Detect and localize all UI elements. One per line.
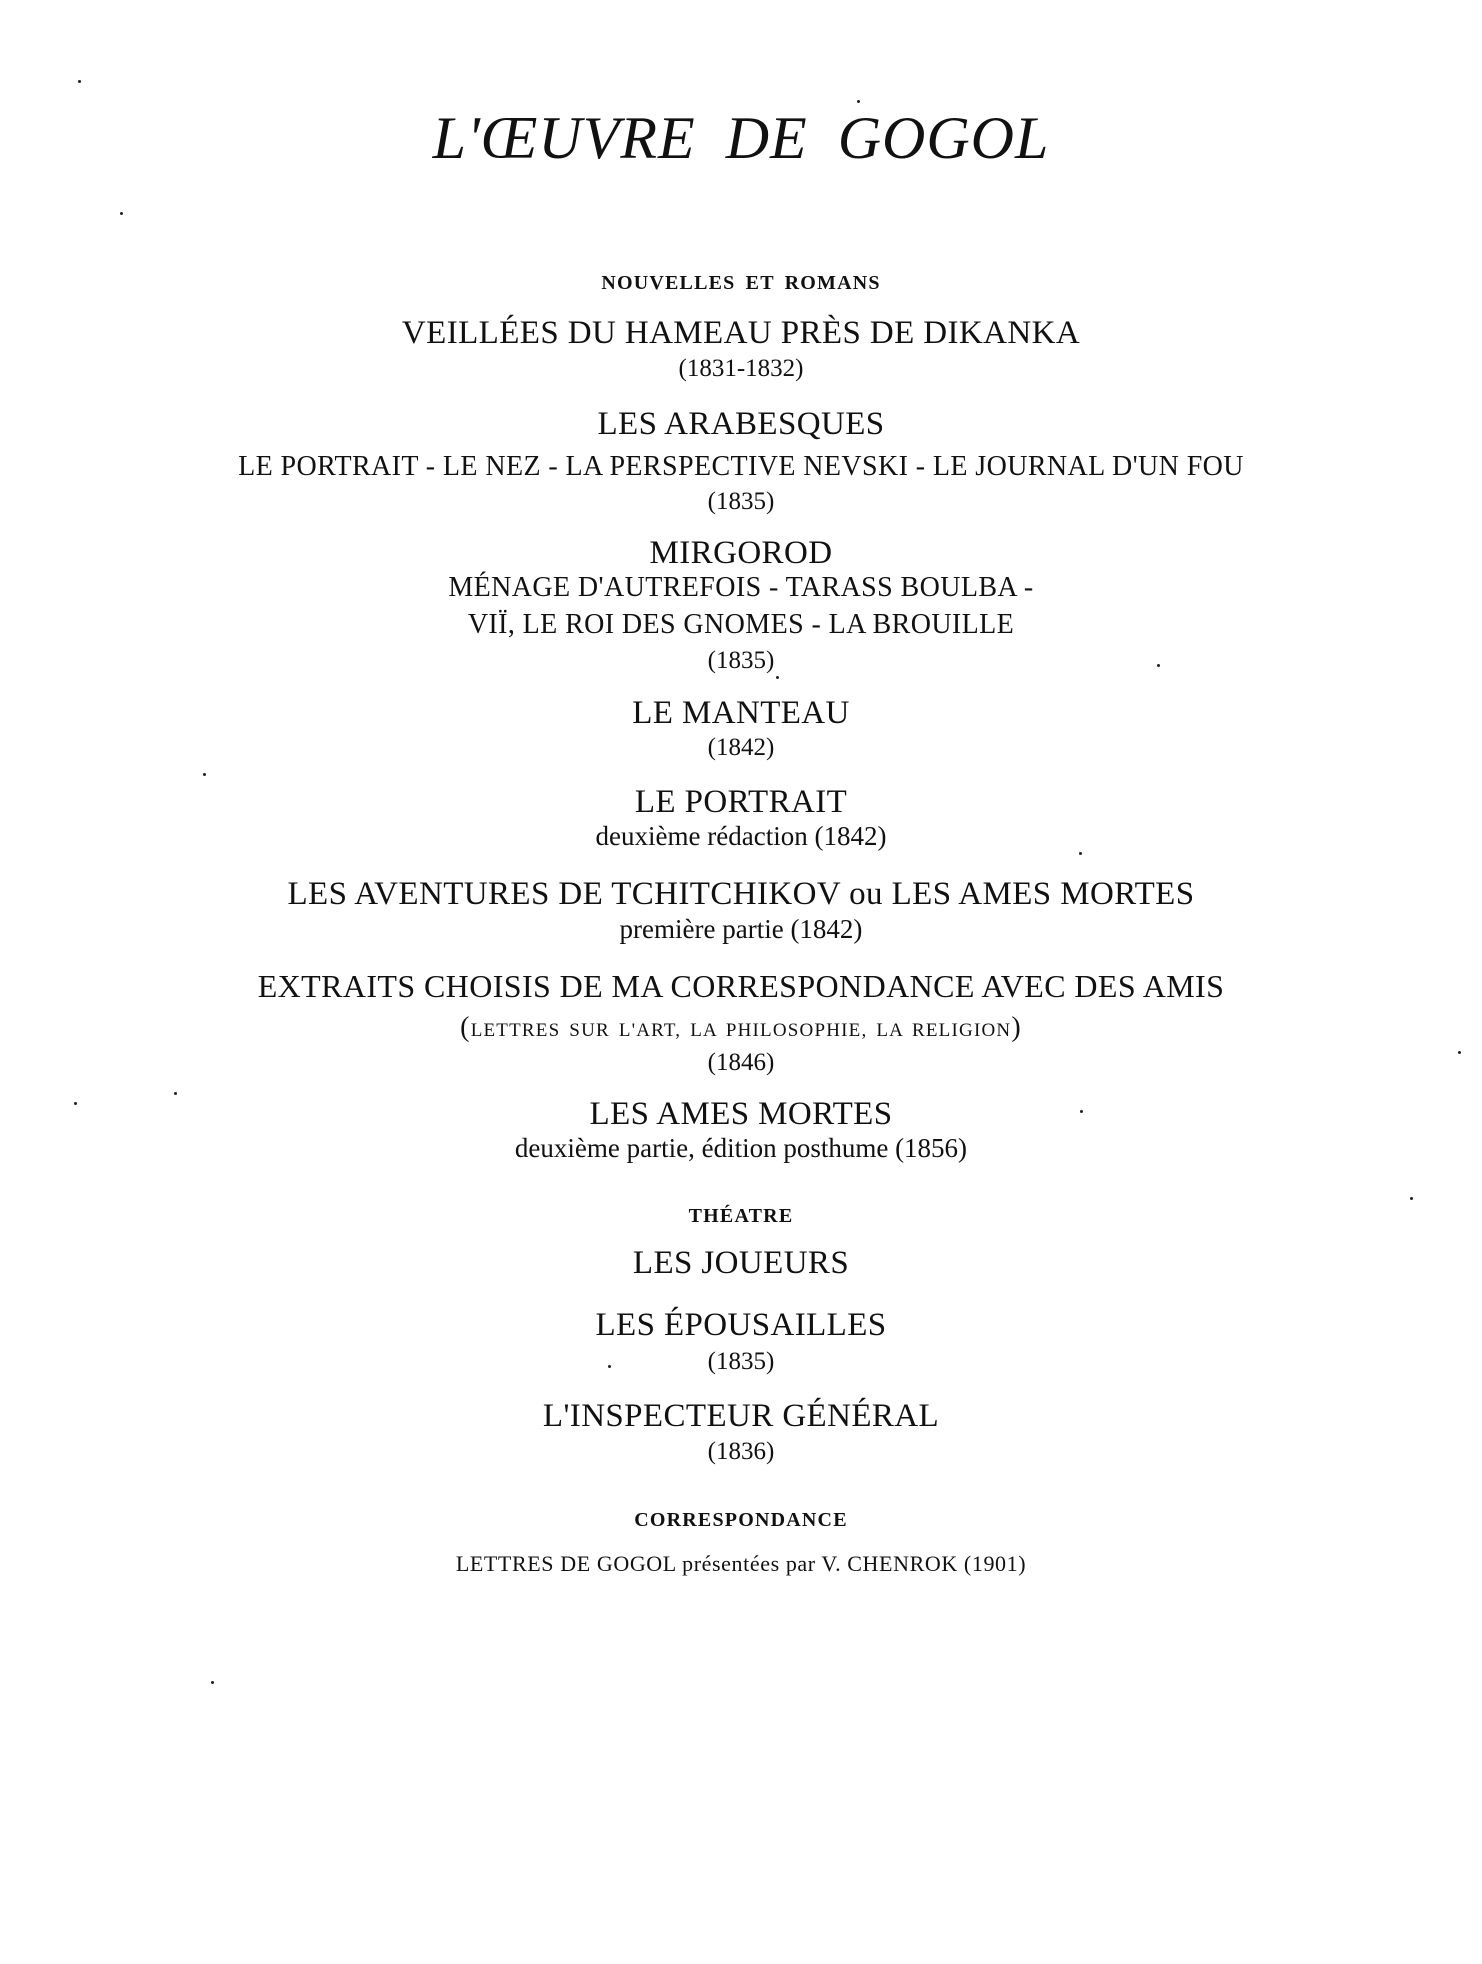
section-heading-correspondance: CORRESPONDANCE xyxy=(634,1509,848,1531)
work-note-ames-mortes: deuxième partie, édition posthume (1856) xyxy=(514,1133,968,1163)
scan-speck xyxy=(174,1092,177,1095)
work-date-mirgorod: (1835) xyxy=(707,647,775,674)
scan-speck xyxy=(1458,1051,1461,1054)
paren-close: ) xyxy=(1011,1012,1022,1043)
scan-speck xyxy=(608,1365,611,1368)
scan-speck xyxy=(857,100,860,103)
paren-open: ( xyxy=(460,1012,471,1043)
work-note-aventures: première partie (1842) xyxy=(619,914,863,944)
work-subtitle-extraits: LETTRES SUR L'ART, LA PHILOSOPHIE, LA RELIGION xyxy=(470,1020,1012,1041)
work-title-aventures: LES AVENTURES DE TCHITCHIKOV ou LES AMES MORTES xyxy=(287,876,1195,912)
work-date-epousailles: (1835) xyxy=(707,1348,775,1375)
section-heading-nouvelles: NOUVELLES ET ROMANS xyxy=(601,272,881,294)
work-contents-arabesques: LE PORTRAIT - LE NEZ - LA PERSPECTIVE NEVSKI - LE JOURNAL D'UN FOU xyxy=(238,451,1244,482)
work-title-extraits: EXTRAITS CHOISIS DE MA CORRESPONDANCE AVEC DES AMIS xyxy=(257,968,1225,1004)
scan-speck xyxy=(1410,1197,1413,1200)
section-heading-theatre: THÉATRE xyxy=(688,1205,794,1227)
scan-speck xyxy=(120,212,123,215)
work-note-portrait: deuxième rédaction (1842) xyxy=(595,821,887,851)
work-title-joueurs: LES JOUEURS xyxy=(632,1245,850,1281)
work-subtitle-extraits-line xyxy=(0,1014,1482,1042)
work-title-lettres: LETTRES DE GOGOL présentées par V. CHENROK (1901) xyxy=(455,1551,1027,1576)
work-date-inspecteur: (1836) xyxy=(707,1438,775,1465)
work-date-veillees: (1831-1832) xyxy=(678,355,804,382)
work-contents-mirgorod-2: VIÏ, LE ROI DES GNOMES - LA BROUILLE xyxy=(467,609,1015,640)
work-date-extraits: (1846) xyxy=(707,1049,775,1076)
scan-speck xyxy=(78,80,81,83)
scan-speck xyxy=(211,1681,214,1684)
work-title-epousailles: LES ÉPOUSAILLES xyxy=(595,1307,887,1343)
scan-speck xyxy=(1079,852,1082,855)
scan-speck xyxy=(1157,664,1160,667)
scan-speck xyxy=(776,676,779,679)
work-title-ames-mortes: LES AMES MORTES xyxy=(589,1096,893,1132)
work-date-arabesques: (1835) xyxy=(707,488,775,515)
work-title-inspecteur: L'INSPECTEUR GÉNÉRAL xyxy=(542,1398,940,1434)
work-title-portrait: LE PORTRAIT xyxy=(634,784,848,820)
scan-speck xyxy=(74,1102,77,1105)
work-title-veillees: VEILLÉES DU HAMEAU PRÈS DE DIKANKA xyxy=(401,315,1081,351)
scan-speck xyxy=(1080,1110,1083,1113)
work-contents-mirgorod-1: MÉNAGE D'AUTREFOIS - TARASS BOULBA - xyxy=(448,572,1034,603)
work-title-manteau: LE MANTEAU xyxy=(632,695,850,731)
page-title: L'ŒUVRE DE GOGOL xyxy=(432,105,1050,171)
work-title-arabesques: LES ARABESQUES xyxy=(597,406,885,442)
work-title-mirgorod: MIRGOROD xyxy=(649,535,833,571)
scan-speck xyxy=(203,773,206,776)
work-date-manteau: (1842) xyxy=(707,734,775,761)
